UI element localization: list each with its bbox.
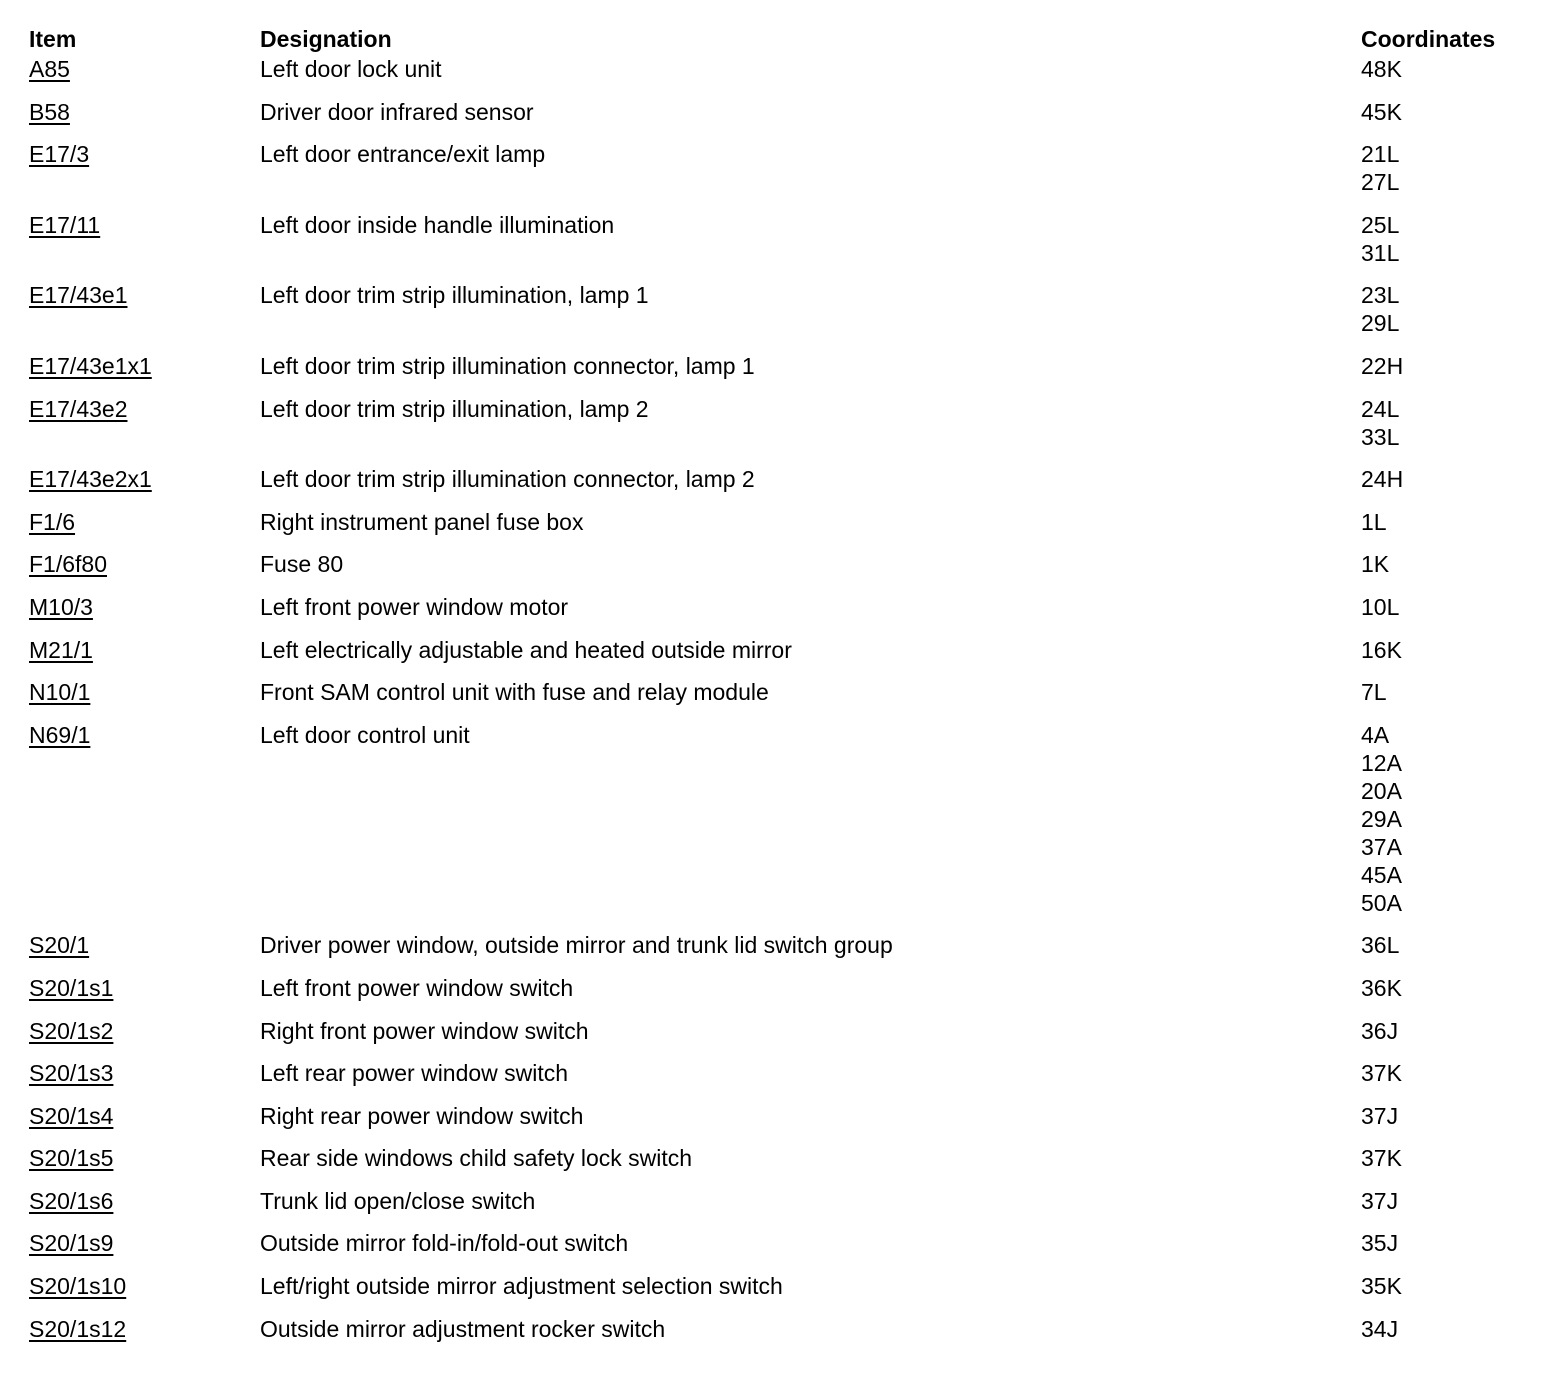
designation-cell: Left door trim strip illumination, lamp 1 <box>260 282 649 309</box>
coordinate-value: 36J <box>1361 1017 1399 1044</box>
coordinate-value: 21L <box>1361 141 1400 168</box>
coordinate-value: 4A <box>1361 721 1390 748</box>
coordinate-value: 35J <box>1361 1230 1399 1257</box>
designation-cell: Left rear power window switch <box>260 1060 569 1087</box>
coordinate-value: 1L <box>1361 508 1387 535</box>
item-link[interactable]: F1/6 <box>29 508 76 535</box>
coordinate-value: 37J <box>1361 1102 1399 1129</box>
item-link[interactable]: E17/43e2 <box>29 395 128 422</box>
item-link[interactable]: N69/1 <box>29 721 91 748</box>
table-row <box>29 508 1549 551</box>
item-cell <box>29 974 260 1002</box>
coordinates-cell <box>1361 974 1549 1002</box>
item-cell <box>29 593 260 621</box>
coordinate-value: 24H <box>1361 466 1404 493</box>
table-row <box>29 395 1549 466</box>
header-designation: Designation <box>260 26 392 52</box>
table-row <box>29 931 1549 974</box>
coordinate-value: 29A <box>1361 805 1402 832</box>
coordinates-cell <box>1361 140 1549 196</box>
coordinates-cell <box>1361 1144 1549 1172</box>
table-row <box>29 55 1549 98</box>
item-cell <box>29 281 260 309</box>
table-row <box>29 1017 1549 1060</box>
coordinate-value: 31L <box>1361 239 1400 266</box>
table-row <box>29 98 1549 141</box>
designation-cell: Outside mirror fold-in/fold-out switch <box>260 1230 629 1257</box>
table-row <box>29 974 1549 1017</box>
coordinate-value: 48K <box>1361 56 1402 82</box>
component-legend-table <box>29 25 1549 1357</box>
item-link[interactable]: E17/43e1 <box>29 282 128 309</box>
item-link[interactable]: B58 <box>29 98 70 125</box>
table-row <box>29 593 1549 636</box>
coordinates-cell <box>1361 508 1549 536</box>
item-link[interactable]: S20/1s2 <box>29 1017 114 1044</box>
coordinate-value: 50A <box>1361 889 1402 916</box>
coordinates-cell <box>1361 395 1549 451</box>
coordinate-value: 16K <box>1361 636 1402 663</box>
item-cell <box>29 931 260 959</box>
coordinates-cell <box>1361 281 1549 337</box>
designation-cell: Trunk lid open/close switch <box>260 1187 536 1214</box>
coordinate-value: 25L <box>1361 211 1400 238</box>
coordinate-value: 7L <box>1361 679 1387 706</box>
item-cell <box>29 550 260 578</box>
designation-cell: Rear side windows child safety lock switch <box>260 1145 693 1172</box>
item-cell <box>29 1272 260 1300</box>
table-row <box>29 1229 1549 1272</box>
designation-cell: Left door trim strip illumination connector, lamp 1 <box>260 352 755 379</box>
item-link[interactable]: M21/1 <box>29 636 93 663</box>
item-link[interactable]: E17/43e2x1 <box>29 466 152 493</box>
item-link[interactable]: E17/3 <box>29 141 90 168</box>
coordinates-cell <box>1361 211 1549 267</box>
designation-cell: Right instrument panel fuse box <box>260 508 584 535</box>
item-link[interactable]: E17/11 <box>29 211 101 238</box>
coordinates-cell <box>1361 1059 1549 1087</box>
table-row <box>29 465 1549 508</box>
designation-cell: Left/right outside mirror adjustment selection switch <box>260 1273 783 1300</box>
designation-cell: Left door entrance/exit lamp <box>260 141 546 168</box>
item-link[interactable]: S20/1s10 <box>29 1273 127 1300</box>
item-cell <box>29 395 260 423</box>
coordinate-value: 20A <box>1361 777 1402 804</box>
item-link[interactable]: N10/1 <box>29 679 91 706</box>
coordinates-cell <box>1361 678 1549 706</box>
coordinate-value: 29L <box>1361 310 1400 337</box>
table-row <box>29 281 1549 352</box>
coordinate-value: 37K <box>1361 1060 1402 1087</box>
coordinate-value: 34J <box>1361 1315 1399 1342</box>
item-link[interactable]: S20/1s1 <box>29 974 114 1001</box>
coordinates-cell <box>1361 55 1549 83</box>
item-cell <box>29 678 260 706</box>
item-link[interactable]: S20/1s4 <box>29 1102 114 1129</box>
coordinate-value: 24L <box>1361 395 1400 422</box>
table-header <box>29 25 1549 55</box>
table-row <box>29 140 1549 211</box>
designation-cell: Outside mirror adjustment rocker switch <box>260 1315 666 1342</box>
item-cell <box>29 1187 260 1215</box>
coordinate-value: 37K <box>1361 1145 1402 1172</box>
designation-cell: Left door inside handle illumination <box>260 211 615 238</box>
coordinates-cell <box>1361 550 1549 578</box>
coordinate-value: 36K <box>1361 974 1402 1001</box>
item-link[interactable]: F1/6f80 <box>29 551 107 578</box>
coordinates-cell <box>1361 1102 1549 1130</box>
item-cell <box>29 508 260 536</box>
coordinate-value: 33L <box>1361 423 1400 450</box>
item-cell <box>29 140 260 168</box>
designation-cell: Left front power window switch <box>260 974 574 1001</box>
table-row <box>29 1315 1549 1358</box>
item-link[interactable]: S20/1s6 <box>29 1187 114 1214</box>
coordinate-value: 37J <box>1361 1187 1399 1214</box>
designation-cell: Right front power window switch <box>260 1017 589 1044</box>
coordinates-cell <box>1361 1315 1549 1343</box>
coordinates-cell <box>1361 721 1549 917</box>
header-item: Item <box>29 26 77 52</box>
item-cell <box>29 636 260 664</box>
item-cell <box>29 721 260 749</box>
table-row <box>29 1102 1549 1145</box>
designation-cell: Left door lock unit <box>260 56 442 82</box>
item-cell <box>29 1144 260 1172</box>
designation-cell: Driver door infrared sensor <box>260 98 534 125</box>
coordinates-cell <box>1361 1017 1549 1045</box>
coordinate-value: 37A <box>1361 833 1402 860</box>
designation-cell: Fuse 80 <box>260 551 344 578</box>
item-cell <box>29 1229 260 1257</box>
item-cell <box>29 211 260 239</box>
coordinate-value: 36L <box>1361 932 1400 959</box>
item-link[interactable]: S20/1s3 <box>29 1060 114 1087</box>
coordinates-cell <box>1361 1229 1549 1257</box>
coordinates-cell <box>1361 352 1549 380</box>
item-link[interactable]: S20/1s9 <box>29 1230 114 1257</box>
coordinate-value: 27L <box>1361 169 1400 196</box>
table-row <box>29 721 1549 932</box>
coordinate-value: 12A <box>1361 749 1402 776</box>
coordinate-value: 35K <box>1361 1273 1402 1300</box>
table-row <box>29 1059 1549 1102</box>
coordinates-cell <box>1361 1272 1549 1300</box>
coordinates-cell <box>1361 1187 1549 1215</box>
designation-cell: Right rear power window switch <box>260 1102 584 1129</box>
designation-cell: Front SAM control unit with fuse and relay module <box>260 679 769 706</box>
coordinate-value: 10L <box>1361 593 1400 620</box>
coordinates-cell <box>1361 636 1549 664</box>
item-link[interactable]: E17/43e1x1 <box>29 352 152 379</box>
coordinate-value: 23L <box>1361 282 1400 309</box>
item-cell <box>29 1102 260 1130</box>
designation-cell: Left door trim strip illumination, lamp 2 <box>260 395 649 422</box>
item-link[interactable]: A85 <box>29 56 70 82</box>
item-cell <box>29 55 260 83</box>
table-row <box>29 1272 1549 1315</box>
table-row <box>29 636 1549 679</box>
table-row <box>29 211 1549 282</box>
table-row <box>29 352 1549 395</box>
coordinates-cell <box>1361 931 1549 959</box>
designation-cell: Left door trim strip illumination connector, lamp 2 <box>260 466 755 493</box>
coordinates-cell <box>1361 593 1549 621</box>
item-link[interactable]: S20/1s12 <box>29 1315 127 1342</box>
header-coordinates: Coordinates <box>1361 26 1496 52</box>
table-row <box>29 1144 1549 1187</box>
table-body <box>29 55 1549 1357</box>
coordinates-cell <box>1361 98 1549 126</box>
coordinate-value: 45K <box>1361 98 1402 125</box>
coordinate-value: 22H <box>1361 352 1404 379</box>
item-cell <box>29 98 260 126</box>
coordinate-value: 1K <box>1361 551 1390 578</box>
table-row <box>29 678 1549 721</box>
item-link[interactable]: M10/3 <box>29 593 93 620</box>
item-cell <box>29 465 260 493</box>
coordinate-value: 45A <box>1361 861 1402 888</box>
item-cell <box>29 1017 260 1045</box>
item-cell <box>29 352 260 380</box>
item-cell <box>29 1315 260 1343</box>
coordinates-cell <box>1361 465 1549 493</box>
table-row <box>29 550 1549 593</box>
item-cell <box>29 1059 260 1087</box>
designation-cell: Left front power window motor <box>260 593 569 620</box>
item-link[interactable]: S20/1s5 <box>29 1145 114 1172</box>
designation-cell: Driver power window, outside mirror and trunk lid switch group <box>260 932 893 959</box>
item-link[interactable]: S20/1 <box>29 932 90 959</box>
designation-cell: Left electrically adjustable and heated outside mirror <box>260 636 792 663</box>
table-row <box>29 1187 1549 1230</box>
designation-cell: Left door control unit <box>260 721 470 748</box>
